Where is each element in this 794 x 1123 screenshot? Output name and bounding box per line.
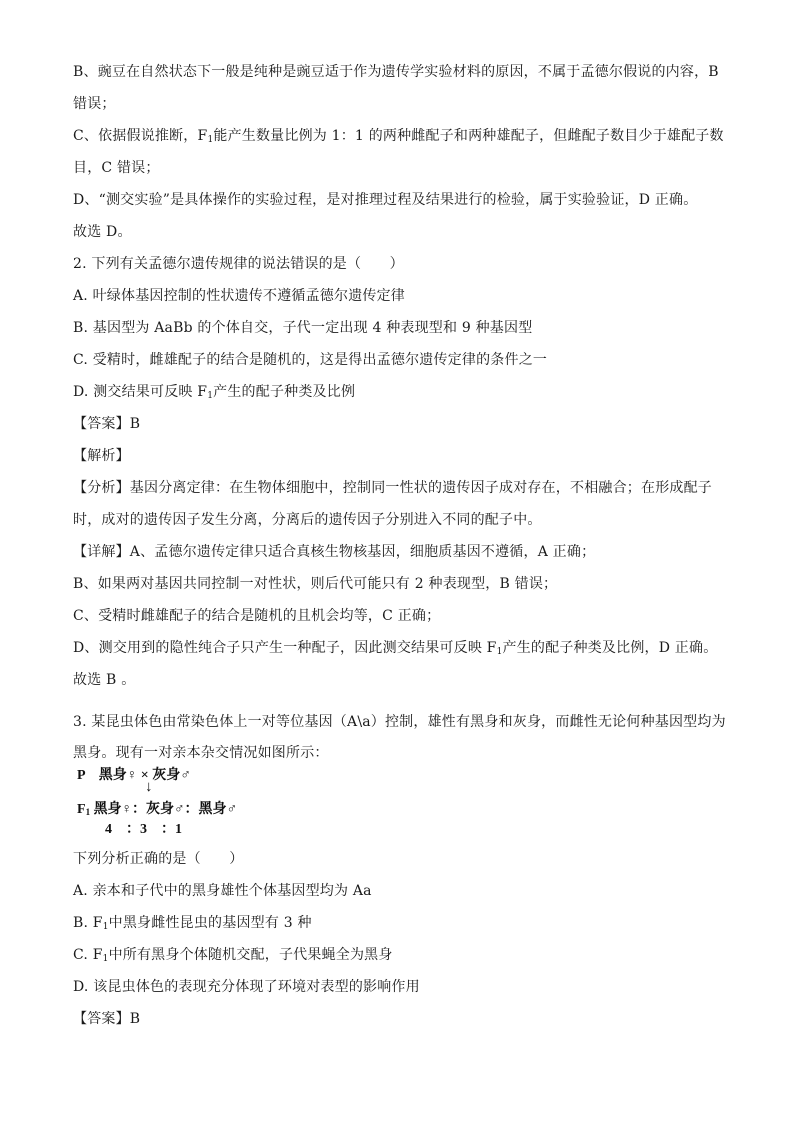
- text-line: D、“测交实验”是具体操作的实验过程，是对推理过程及结果进行的检验，属于实验验证，D 正确。: [73, 192, 698, 208]
- option-c: C. $F_1$中所有黑身个体随机交配，子代果蝇全为黑身: [73, 947, 393, 964]
- option-d: D. 测交结果可反映 $F_1$产生的配子种类及比例: [73, 384, 356, 401]
- text-line: 错误；: [73, 96, 116, 112]
- option-d: D. 该昆虫体色的表现充分体现了环境对表型的影响作用: [73, 979, 420, 995]
- text-line: 故选 D。: [73, 224, 132, 240]
- question-2-stem: 2. 下列有关孟德尔遗传规律的说法错误的是（ ）: [73, 256, 404, 272]
- text-line: D、测交用到的隐性纯合子只产生一种配子，因此测交结果可反映 $F_1$产生的配子种类及比例，D 正确。: [73, 640, 718, 657]
- text-line: 目，C 错误；: [73, 160, 160, 176]
- arrow-down-icon: ↓: [145, 779, 153, 795]
- f1-row: $F_1$ 黑身♀：灰身♂：黑身♂: [77, 802, 238, 817]
- option-a: A. 亲本和子代中的黑身雄性个体基因型均为 Aa: [73, 883, 372, 899]
- option-c: C. 受精时，雌雄配子的结合是随机的，这是得出孟德尔遗传定律的条件之一: [73, 352, 548, 368]
- option-a: A. 叶绿体基因控制的性状遗传不遵循孟德尔遗传定律: [73, 288, 406, 304]
- cross-diagram: [73, 763, 723, 841]
- text-line: C、受精时雌雄配子的结合是随机的且机会均等，C 正确；: [73, 608, 441, 624]
- text-line: 黑身。现有一对亲本杂交情况如图所示：: [73, 745, 329, 761]
- question-3-prompt: 下列分析正确的是（ ）: [73, 851, 244, 867]
- ratio-row: 4 ：3 ：1: [105, 822, 182, 837]
- option-b: B. $F_1$中黑身雌性昆虫的基因型有 3 种: [73, 915, 312, 932]
- text-line: 【分析】基因分离定律：在生物体细胞中，控制同一性状的遗传因子成对存在，不相融合；在形成配子: [73, 480, 712, 496]
- parent-row: P 黑身♀ × 灰身♂: [77, 768, 191, 783]
- analysis-label: 【解析】: [73, 448, 130, 464]
- text-line: B、如果两对基因共同控制一对性状，则后代可能只有 2 种表现型，B 错误；: [73, 576, 558, 592]
- document-page: [73, 62, 726, 1029]
- question-3-stem: 3. 某昆虫体色由常染色体上一对等位基因（A\a）控制，雄性有黑身和灰身，而雌性无论何种基因型均为: [73, 714, 726, 730]
- text-line: 【详解】A、孟德尔遗传定律只适合真核生物核基因，细胞质基因不遵循，A 正确；: [73, 544, 596, 560]
- text-line: 时，成对的遗传因子发生分离，分离后的遗传因子分别进入不同的配子中。: [73, 512, 542, 528]
- text-line: B、豌豆在自然状态下一般是纯种是豌豆适于作为遗传学实验材料的原因，不属于孟德尔假说的内容，B: [73, 64, 719, 80]
- answer-label: 【答案】B: [73, 1011, 141, 1027]
- text-line: C、依据假说推断，$F_1$能产生数量比例为 1：1 的两种雌配子和两种雄配子，但雌配子数目少于雄配子数: [73, 128, 724, 145]
- option-b: B. 基因型为 AaBb 的个体自交，子代一定出现 4 种表现型和 9 种基因型: [73, 320, 533, 336]
- text-line: 故选 B 。: [73, 672, 136, 688]
- answer-label: 【答案】B: [73, 416, 141, 432]
